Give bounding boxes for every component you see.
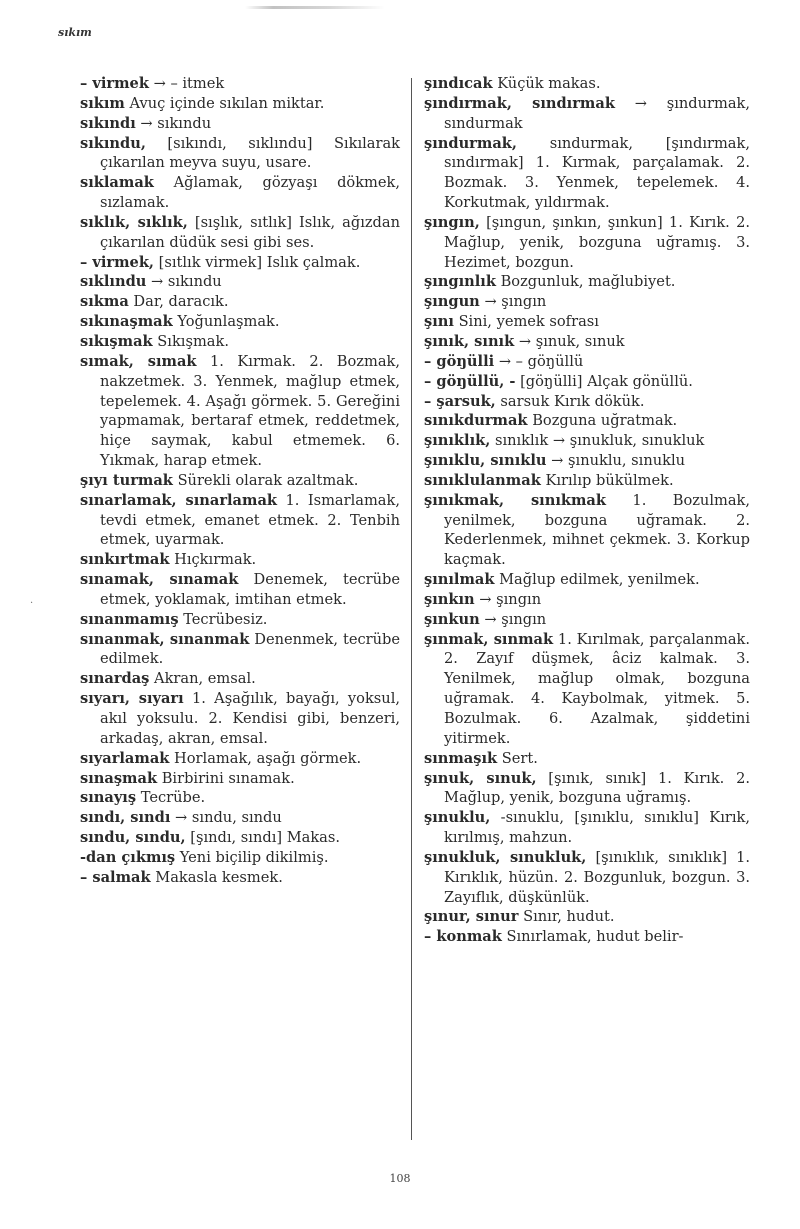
dictionary-entry bbox=[80, 848, 400, 868]
entry-definition: Denemek, tecrübe etmek, yoklamak, imtihan etmek. bbox=[100, 571, 401, 608]
entry-definition: Yoğunlaşmak. bbox=[177, 313, 280, 331]
dictionary-entry bbox=[424, 471, 750, 491]
entry-headword: – şarsuk, bbox=[424, 392, 496, 410]
entry-definition: [sıtlık virmek] Islık çalmak. bbox=[158, 253, 361, 271]
entry-definition: Kırılıp bükülmek. bbox=[545, 471, 674, 489]
entry-headword: şınkun bbox=[424, 610, 480, 628]
entry-headword: sıklındu bbox=[80, 273, 147, 291]
dictionary-entry bbox=[424, 94, 750, 134]
entry-headword: şıngın, bbox=[424, 213, 480, 231]
entry-headword: sınkırtmak bbox=[80, 551, 170, 569]
running-head: sıkım bbox=[58, 26, 92, 39]
right-column bbox=[424, 74, 750, 947]
entry-definition: → şıngın bbox=[484, 293, 547, 311]
entry-headword: sıklık, sıklık, bbox=[80, 213, 188, 231]
dictionary-entry bbox=[80, 669, 400, 689]
entry-definition: → – itmek bbox=[153, 75, 225, 92]
entry-definition: → sıkındu bbox=[140, 114, 212, 132]
entry-definition: 1. Bozulmak, yenilmek, bozguna uğramak. 2. Kederlenmek, mihnet çekmek. 3. Korkup kaçmak. bbox=[444, 491, 751, 569]
dictionary-entry bbox=[80, 570, 400, 610]
dictionary-entry bbox=[80, 471, 400, 491]
dictionary-entry bbox=[424, 848, 750, 908]
entry-headword: sıklamak bbox=[80, 174, 154, 192]
entry-headword: sınamak, sınamak bbox=[80, 571, 239, 589]
entry-definition: Tecrübesiz. bbox=[183, 610, 268, 628]
entry-definition: Mağlup edilmek, yenilmek. bbox=[499, 571, 700, 589]
dictionary-entry bbox=[80, 332, 400, 352]
entry-headword: şındıcak bbox=[424, 75, 493, 92]
dictionary-entry bbox=[424, 769, 750, 809]
dictionary-entry bbox=[424, 491, 750, 570]
entry-definition: Ağlamak, gözyaşı dökmek, sızlamak. bbox=[100, 174, 400, 212]
entry-headword: şınuklu, bbox=[424, 809, 491, 827]
entry-headword: sınarlamak, sınarlamak bbox=[80, 491, 278, 509]
entry-definition: Sınırlamak, hudut belir- bbox=[506, 928, 684, 946]
entry-definition: Denenmek, tecrübe edilmek. bbox=[100, 630, 400, 668]
entry-headword: sınıkdurmak bbox=[424, 412, 528, 430]
scan-speck: · bbox=[30, 598, 34, 609]
column-divider bbox=[411, 78, 412, 1140]
entry-definition: → şıngın bbox=[484, 610, 547, 628]
entry-definition: 1. Kırılmak, parçalanmak. 2. Zayıf düşmek, âciz kalmak. 3. Yenilmek, mağlup olmak, bozguna uğramak. 4. Kaybolmak, yitmek. 5. Bozulmak. 6. Azalmak, şiddetini yitirmek. bbox=[444, 630, 751, 747]
entry-definition: Bozgunluk, mağlubiyet. bbox=[500, 273, 676, 291]
dictionary-entry bbox=[424, 570, 750, 590]
entry-definition: [şınık, sınık] 1. Kırık. 2. Mağlup, yenik, bozguna uğramış. bbox=[444, 769, 750, 807]
dictionary-entry bbox=[424, 907, 750, 927]
entry-definition: [sıkındı, sıklındu] Sıkılarak çıkarılan meyva suyu, usare. bbox=[100, 134, 401, 172]
entry-definition: Akran, emsal. bbox=[154, 670, 256, 688]
dictionary-entry bbox=[80, 272, 400, 292]
entry-definition: Sınır, hudut. bbox=[523, 908, 615, 926]
dictionary-entry bbox=[80, 868, 400, 888]
entry-headword: şındırmak, sındırmak bbox=[424, 94, 615, 112]
entry-headword: sıyarlamak bbox=[80, 749, 170, 767]
dictionary-entry bbox=[80, 491, 400, 551]
dictionary-entry bbox=[424, 134, 750, 213]
entry-headword: şınıkmak, sınıkmak bbox=[424, 491, 606, 509]
entry-definition: 1. Kırmak. 2. Bozmak, nakzetmek. 3. Yenmek, mağlup etmek, tepelemek. 4. Aşağı görmek. 5. Gereğini yapmamak, bertaraf etmek, reddetmek, hiçe saymak, kabul etmemek. 6. Yıkmak, harap etmek. bbox=[100, 352, 401, 470]
dictionary-entry bbox=[80, 292, 400, 312]
entry-headword: sındu, sındu, bbox=[80, 829, 186, 847]
dictionary-entry bbox=[424, 610, 750, 630]
entry-definition: → sındu, sındu bbox=[175, 809, 282, 827]
entry-headword: – virmek, bbox=[80, 253, 155, 271]
dictionary-entry bbox=[424, 312, 750, 332]
entry-definition: sındurmak, [şındırmak, sındırmak] 1. Kırmak, parçalamak. 2. Bozmak. 3. Yenmek, tepelemek. 4. Korkutmak, yıldırmak. bbox=[444, 134, 750, 212]
dictionary-entry bbox=[424, 292, 750, 312]
entry-headword: sımak, sımak bbox=[80, 352, 197, 370]
entry-headword: sındı, sındı bbox=[80, 809, 171, 827]
entry-headword: sıkım bbox=[80, 94, 125, 112]
entry-headword: sınmaşık bbox=[424, 749, 498, 767]
dictionary-entry bbox=[424, 431, 750, 451]
entry-definition: sınıklık → şınukluk, sınukluk bbox=[494, 432, 705, 450]
entry-definition: Dar, daracık. bbox=[133, 293, 229, 311]
dictionary-entry bbox=[80, 749, 400, 769]
dictionary-entry bbox=[80, 74, 400, 94]
entry-definition: [şınıklık, sınıklık] 1. Kırıklık, hüzün. 2. Bozgunluk, bozgun. 3. Zayıflık, düşkünlük. bbox=[444, 848, 751, 906]
entry-definition: [sışlık, sıtlık] Islık, ağızdan çıkarılan düdük sesi gibi ses. bbox=[100, 213, 400, 251]
entry-headword: sıkındı bbox=[80, 114, 136, 132]
entry-definition: Sini, yemek sofrası bbox=[458, 313, 599, 331]
entry-headword: şınık, sınık bbox=[424, 332, 515, 350]
dictionary-entry bbox=[80, 94, 400, 114]
entry-headword: şınıklu, sınıklu bbox=[424, 452, 547, 470]
entry-definition: Avuç içinde sıkılan miktar. bbox=[129, 94, 325, 112]
entry-definition: Makasla kesmek. bbox=[155, 868, 283, 886]
entry-definition: Sıkışmak. bbox=[157, 332, 229, 350]
entry-headword: şınuk, sınuk, bbox=[424, 769, 537, 787]
entry-definition: Bozguna uğratmak. bbox=[532, 412, 678, 430]
dictionary-entry bbox=[424, 590, 750, 610]
entry-headword: sınanmak, sınanmak bbox=[80, 630, 250, 648]
dictionary-entry bbox=[424, 749, 750, 769]
entry-headword: – konmak bbox=[424, 928, 502, 946]
dictionary-entry bbox=[80, 253, 400, 273]
entry-headword: sıkma bbox=[80, 293, 129, 311]
entry-definition: Yeni biçilip dikilmiş. bbox=[179, 848, 329, 866]
entry-definition: Küçük makas. bbox=[497, 75, 601, 92]
entry-headword: sıkışmak bbox=[80, 332, 153, 350]
entry-headword: -dan çıkmış bbox=[80, 848, 176, 866]
entry-headword: şıyı turmak bbox=[80, 471, 173, 489]
dictionary-entry bbox=[80, 352, 400, 471]
dictionary-entry bbox=[424, 74, 750, 94]
dictionary-entry bbox=[424, 451, 750, 471]
entry-definition: Birbirini sınamak. bbox=[161, 769, 295, 787]
dictionary-entry bbox=[424, 630, 750, 749]
entry-headword: şıngınlık bbox=[424, 273, 496, 291]
dictionary-entry bbox=[80, 769, 400, 789]
entry-headword: şınıklık, bbox=[424, 432, 491, 450]
dictionary-entry bbox=[424, 808, 750, 848]
entry-headword: sınayış bbox=[80, 789, 137, 807]
dictionary-entry bbox=[424, 392, 750, 412]
scan-artifact bbox=[245, 6, 385, 9]
entry-headword: şındurmak, bbox=[424, 134, 517, 152]
entry-definition: → şınuk, sınuk bbox=[518, 332, 625, 350]
dictionary-entry bbox=[424, 272, 750, 292]
entry-definition: Sert. bbox=[501, 749, 538, 767]
entry-definition: -sınuklu, [şınıklu, sınıklu] Kırık, kırılmış, mahzun. bbox=[444, 809, 750, 847]
entry-definition: Tecrübe. bbox=[140, 789, 206, 807]
dictionary-entry bbox=[80, 689, 400, 749]
entry-headword: sıkındu, bbox=[80, 134, 146, 152]
entry-headword: sınıklulanmak bbox=[424, 471, 541, 489]
entry-definition: Sürekli olarak azaltmak. bbox=[177, 471, 359, 489]
dictionary-entry bbox=[424, 352, 750, 372]
entry-headword: – virmek bbox=[80, 75, 149, 92]
left-column bbox=[80, 74, 400, 888]
dictionary-entry bbox=[80, 788, 400, 808]
page-number: 108 bbox=[389, 1172, 411, 1185]
entry-definition: → şınuklu, sınuklu bbox=[551, 452, 686, 470]
entry-headword: şınkın bbox=[424, 590, 475, 608]
entry-definition: 1. Ismarlamak, tevdi etmek, emanet etmek. 2. Tenbih etmek, uyarmak. bbox=[100, 491, 400, 549]
dictionary-entry bbox=[424, 332, 750, 352]
entry-headword: – göŋüllü, - bbox=[424, 372, 516, 390]
entry-definition: [şındı, sındı] Makas. bbox=[190, 829, 341, 847]
entry-headword: sıyarı, sıyarı bbox=[80, 690, 184, 708]
entry-definition: [göŋülli] Alçak gönüllü. bbox=[520, 372, 693, 390]
dictionary-entry bbox=[80, 114, 400, 134]
dictionary-entry bbox=[424, 411, 750, 431]
dictionary-entry bbox=[80, 173, 400, 213]
entry-definition: [şıngun, şınkın, şınkun] 1. Kırık. 2. Mağlup, yenik, bozguna uğramış. 3. Hezimet, bozgun. bbox=[444, 213, 751, 271]
entry-definition: → şındurmak, sındurmak bbox=[444, 94, 751, 132]
entry-headword: sınaşmak bbox=[80, 769, 158, 787]
dictionary-entry bbox=[80, 134, 400, 174]
entry-headword: şınur, sınur bbox=[424, 908, 519, 926]
entry-headword: – göŋülli bbox=[424, 352, 495, 370]
entry-definition: → şıngın bbox=[479, 590, 542, 608]
entry-definition: → – göŋüllü bbox=[498, 352, 584, 370]
entry-definition: Horlamak, aşağı görmek. bbox=[174, 749, 362, 767]
dictionary-entry bbox=[80, 808, 400, 828]
dictionary-entry bbox=[80, 550, 400, 570]
entry-headword: şıngun bbox=[424, 293, 480, 311]
entry-headword: sınanmamış bbox=[80, 610, 179, 628]
entry-headword: – salmak bbox=[80, 868, 151, 886]
entry-definition: → sıkındu bbox=[151, 273, 222, 291]
entry-headword: şını bbox=[424, 313, 454, 331]
entry-definition: 1. Aşağılık, bayağı, yoksul, akıl yoksulu. 2. Kendisi gibi, benzeri, arkadaş, akran, emsal. bbox=[100, 690, 401, 747]
entry-definition: Hıçkırmak. bbox=[174, 551, 257, 569]
entry-definition: sarsuk Kırık dökük. bbox=[500, 392, 645, 410]
entry-headword: şınmak, sınmak bbox=[424, 630, 554, 648]
dictionary-entry bbox=[80, 630, 400, 670]
entry-headword: şınılmak bbox=[424, 571, 495, 589]
dictionary-entry bbox=[80, 828, 400, 848]
dictionary-entry bbox=[424, 927, 750, 947]
dictionary-entry bbox=[80, 213, 400, 253]
dictionary-entry bbox=[424, 213, 750, 273]
entry-headword: şınukluk, sınukluk, bbox=[424, 848, 587, 866]
entry-headword: sınardaş bbox=[80, 670, 150, 688]
entry-headword: sıkınaşmak bbox=[80, 313, 173, 331]
dictionary-entry bbox=[80, 610, 400, 630]
dictionary-entry bbox=[80, 312, 400, 332]
dictionary-entry bbox=[424, 372, 750, 392]
